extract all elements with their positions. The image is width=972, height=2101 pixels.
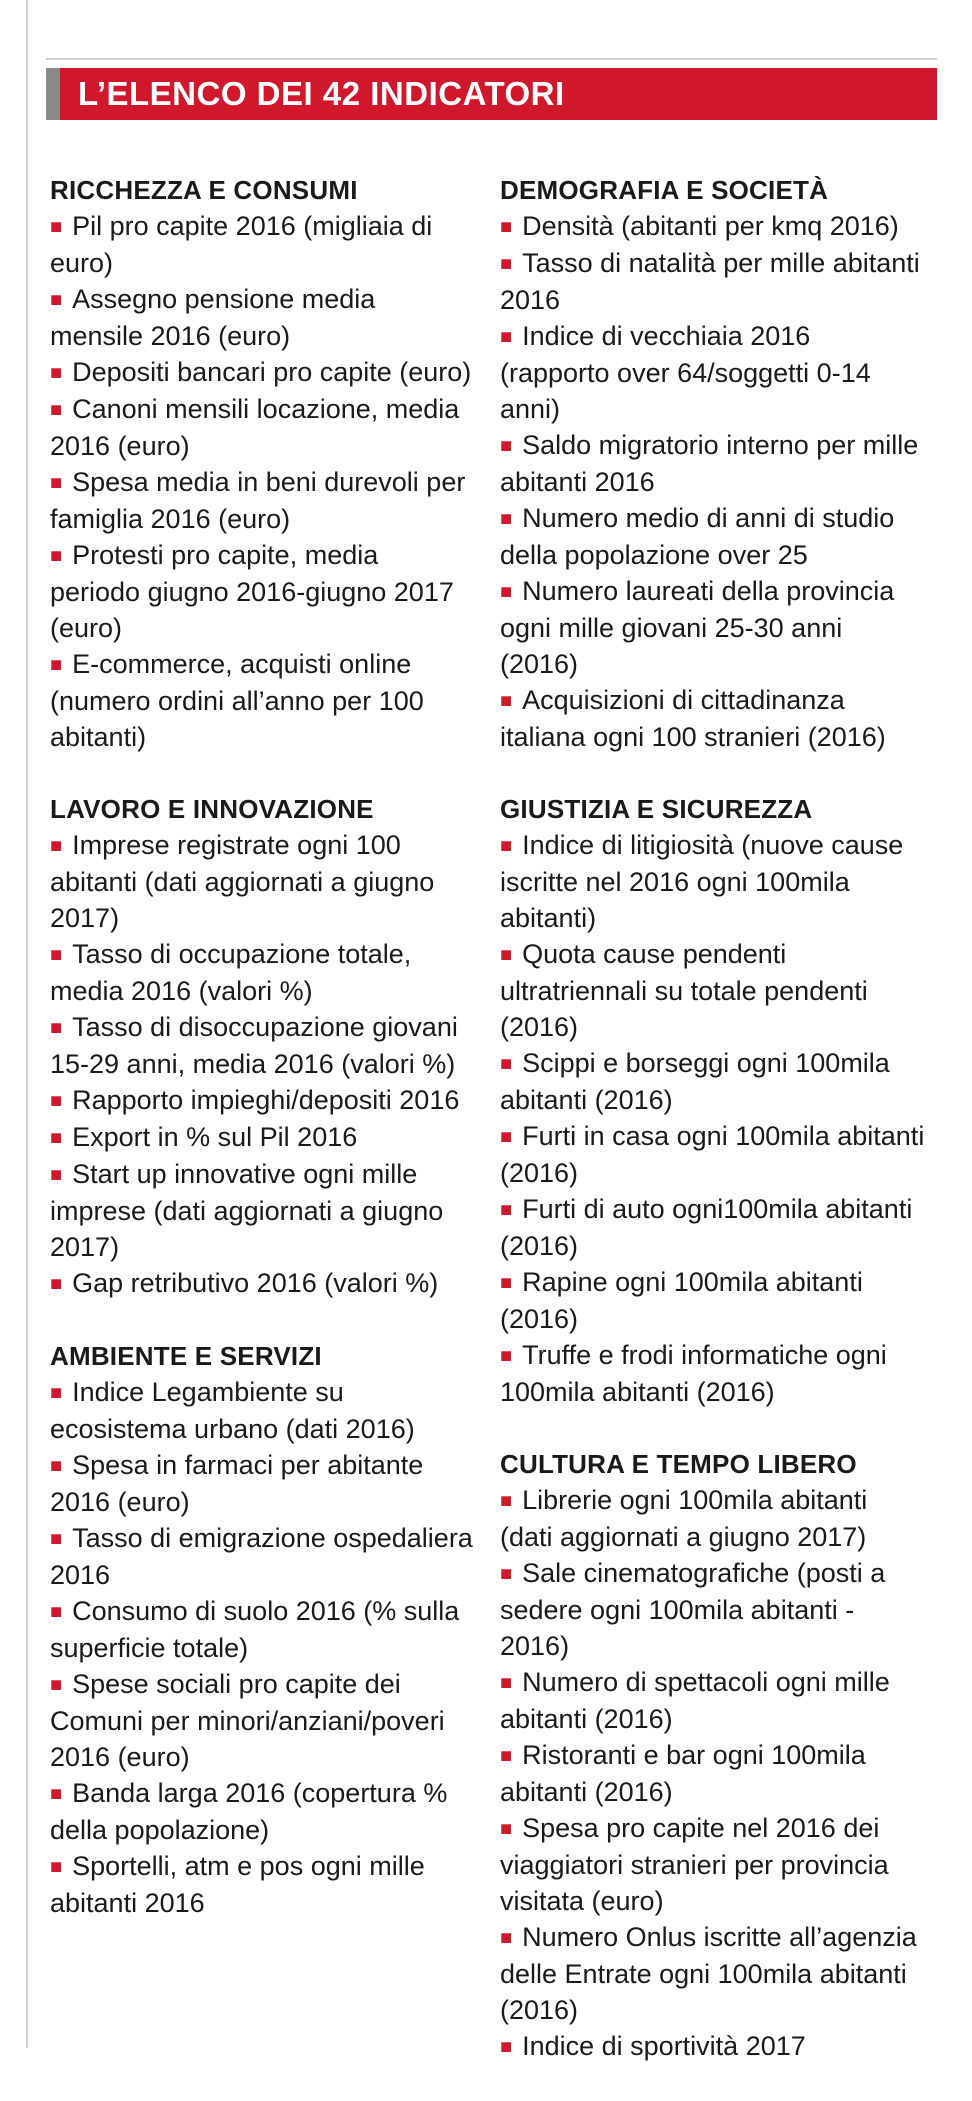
list-item <box>50 208 475 281</box>
list-item <box>500 2028 925 2065</box>
list-item <box>50 936 475 1009</box>
section-ambiente-servizi <box>50 1338 475 1921</box>
list-item <box>500 936 925 1045</box>
list-item <box>50 1374 475 1447</box>
item-text: Gap retributivo 2016 (valori %) <box>72 1268 439 1298</box>
item-text: Numero di spettacoli ogni mille abitanti (2016) <box>500 1667 890 1734</box>
list-item <box>50 1666 475 1775</box>
list-item <box>50 354 475 391</box>
item-text: Rapporto impieghi/depositi 2016 <box>72 1085 460 1115</box>
section-demografia-societa <box>500 172 925 755</box>
item-text: Sportelli, atm e pos ogni mille abitanti 2016 <box>50 1851 425 1918</box>
item-text: Truffe e frodi informatiche ogni 100mila abitanti (2016) <box>500 1340 887 1407</box>
list-item <box>500 1737 925 1810</box>
square-bullet-icon: ■ <box>50 944 63 966</box>
square-bullet-icon: ■ <box>500 326 513 348</box>
list-item <box>500 1337 925 1410</box>
item-text: Numero laureati della provincia ogni mille giovani 25-30 anni (2016) <box>500 576 895 679</box>
square-bullet-icon: ■ <box>50 289 63 311</box>
item-text: Start up innovative ogni mille imprese (dati aggiornati a giugno 2017) <box>50 1159 444 1262</box>
list-item <box>50 646 475 755</box>
section-cultura-tempo-libero <box>500 1446 925 2065</box>
square-bullet-icon: ■ <box>500 216 513 238</box>
section-title: AMBIENTE E SERVIZI <box>50 1341 322 1371</box>
section-title: RICCHEZZA E CONSUMI <box>50 175 358 205</box>
item-text: Spese sociali pro capite dei Comuni per minori/anziani/poveri 2016 (euro) <box>50 1669 445 1772</box>
square-bullet-icon: ■ <box>500 835 513 857</box>
item-text: Ristoranti e bar ogni 100mila abitanti (2016) <box>500 1740 866 1807</box>
square-bullet-icon: ■ <box>50 1273 63 1295</box>
list-item <box>500 208 925 245</box>
list-item <box>500 573 925 682</box>
left-margin-rule <box>26 0 28 2048</box>
square-bullet-icon: ■ <box>500 1126 513 1148</box>
section-title: LAVORO E INNOVAZIONE <box>50 794 374 824</box>
square-bullet-icon: ■ <box>500 1563 513 1585</box>
list-item <box>500 1555 925 1664</box>
square-bullet-icon: ■ <box>500 2036 513 2058</box>
item-text: Pil pro capite 2016 (migliaia di euro) <box>50 211 433 278</box>
square-bullet-icon: ■ <box>50 1127 63 1149</box>
list-item <box>50 464 475 537</box>
square-bullet-icon: ■ <box>500 1272 513 1294</box>
item-text: E-commerce, acquisti online (numero ordini all’anno per 100 abitanti) <box>50 649 424 752</box>
item-text: Furti in casa ogni 100mila abitanti (2016) <box>500 1121 925 1188</box>
list-item <box>500 1664 925 1737</box>
item-text: Sale cinematografiche (posti a sedere ogni 100mila abitanti - 2016) <box>500 1558 886 1661</box>
square-bullet-icon: ■ <box>50 216 63 238</box>
right-column <box>500 172 925 2101</box>
header-bar <box>46 68 937 120</box>
square-bullet-icon: ■ <box>500 1199 513 1221</box>
list-item <box>500 682 925 755</box>
square-bullet-icon: ■ <box>500 1053 513 1075</box>
item-text: Consumo di suolo 2016 (% sulla superficie totale) <box>50 1596 460 1663</box>
list-item <box>50 1593 475 1666</box>
list-item <box>500 318 925 427</box>
square-bullet-icon: ■ <box>500 1672 513 1694</box>
item-text: Banda larga 2016 (copertura % della popolazione) <box>50 1778 448 1845</box>
section-giustizia-sicurezza <box>500 791 925 1410</box>
square-bullet-icon: ■ <box>50 654 63 676</box>
square-bullet-icon: ■ <box>50 399 63 421</box>
square-bullet-icon: ■ <box>50 1164 63 1186</box>
list-item <box>50 537 475 646</box>
list-item <box>500 500 925 573</box>
square-bullet-icon: ■ <box>50 835 63 857</box>
item-text: Assegno pensione media mensile 2016 (euro) <box>50 284 376 351</box>
item-text: Depositi bancari pro capite (euro) <box>72 357 472 387</box>
list-item <box>50 391 475 464</box>
list-item <box>50 281 475 354</box>
list-item <box>500 245 925 318</box>
square-bullet-icon: ■ <box>500 508 513 530</box>
square-bullet-icon: ■ <box>50 545 63 567</box>
list-item <box>50 1119 475 1156</box>
list-item <box>500 1482 925 1555</box>
item-text: Quota cause pendenti ultratriennali su totale pendenti (2016) <box>500 939 868 1042</box>
item-text: Spesa media in beni durevoli per famiglia 2016 (euro) <box>50 467 466 534</box>
item-text: Indice di litigiosità (nuove cause iscritte nel 2016 ogni 100mila abitanti) <box>500 830 904 933</box>
square-bullet-icon: ■ <box>50 472 63 494</box>
item-text: Export in % sul Pil 2016 <box>72 1122 358 1152</box>
section-title: DEMOGRAFIA E SOCIETÀ <box>500 175 829 205</box>
page-title: L’ELENCO DEI 42 INDICATORI <box>78 75 565 112</box>
list-item <box>50 1520 475 1593</box>
square-bullet-icon: ■ <box>50 1601 63 1623</box>
square-bullet-icon: ■ <box>500 1927 513 1949</box>
list-item <box>50 1447 475 1520</box>
item-text: Numero medio di anni di studio della popolazione over 25 <box>500 503 895 570</box>
item-text: Indice di vecchiaia 2016 (rapporto over 64/soggetti 0-14 anni) <box>500 321 871 424</box>
item-text: Acquisizioni di cittadinanza italiana ogni 100 stranieri (2016) <box>500 685 886 752</box>
section-lavoro-innovazione <box>50 791 475 1302</box>
item-text: Numero Onlus iscritte all’agenzia delle Entrate ogni 100mila abitanti (2016) <box>500 1922 917 2025</box>
list-item <box>50 827 475 936</box>
item-text: Furti di auto ogni100mila abitanti (2016) <box>500 1194 913 1261</box>
section-title: GIUSTIZIA E SICUREZZA <box>500 794 813 824</box>
item-text: Imprese registrate ogni 100 abitanti (dati aggiornati a giugno 2017) <box>50 830 435 933</box>
square-bullet-icon: ■ <box>50 1017 63 1039</box>
list-item <box>500 1118 925 1191</box>
list-item <box>50 1082 475 1119</box>
item-text: Tasso di emigrazione ospedaliera 2016 <box>50 1523 473 1590</box>
square-bullet-icon: ■ <box>500 1345 513 1367</box>
square-bullet-icon: ■ <box>50 1674 63 1696</box>
list-item <box>500 1045 925 1118</box>
section-ricchezza-consumi <box>50 172 475 755</box>
header-accent-stripe <box>46 68 60 120</box>
item-text: Tasso di occupazione totale, media 2016 (valori %) <box>50 939 412 1006</box>
top-divider <box>46 58 937 60</box>
square-bullet-icon: ■ <box>500 253 513 275</box>
square-bullet-icon: ■ <box>50 1783 63 1805</box>
left-column <box>50 172 475 1957</box>
square-bullet-icon: ■ <box>500 581 513 603</box>
square-bullet-icon: ■ <box>50 1090 63 1112</box>
item-text: Rapine ogni 100mila abitanti (2016) <box>500 1267 863 1334</box>
square-bullet-icon: ■ <box>500 944 513 966</box>
square-bullet-icon: ■ <box>500 1745 513 1767</box>
square-bullet-icon: ■ <box>50 1528 63 1550</box>
list-item <box>500 827 925 936</box>
square-bullet-icon: ■ <box>50 362 63 384</box>
item-text: Tasso di disoccupazione giovani 15-29 anni, media 2016 (valori %) <box>50 1012 458 1079</box>
item-text: Indice Legambiente su ecosistema urbano (dati 2016) <box>50 1377 415 1444</box>
square-bullet-icon: ■ <box>50 1382 63 1404</box>
list-item <box>50 1775 475 1848</box>
item-text: Spesa in farmaci per abitante 2016 (euro) <box>50 1450 424 1517</box>
item-text: Scippi e borseggi ogni 100mila abitanti (2016) <box>500 1048 890 1115</box>
square-bullet-icon: ■ <box>500 435 513 457</box>
item-text: Spesa pro capite nel 2016 dei viaggiatori stranieri per provincia visitata (euro) <box>500 1813 889 1916</box>
item-text: Canoni mensili locazione, media 2016 (euro) <box>50 394 460 461</box>
list-item <box>50 1009 475 1082</box>
item-text: Librerie ogni 100mila abitanti (dati aggiornati a giugno 2017) <box>500 1485 868 1552</box>
item-text: Protesti pro capite, media periodo giugno 2016-giugno 2017 (euro) <box>50 540 454 643</box>
square-bullet-icon: ■ <box>500 690 513 712</box>
section-title: CULTURA E TEMPO LIBERO <box>500 1449 857 1479</box>
item-text: Tasso di natalità per mille abitanti 2016 <box>500 248 920 315</box>
square-bullet-icon: ■ <box>500 1818 513 1840</box>
list-item <box>50 1156 475 1265</box>
square-bullet-icon: ■ <box>500 1490 513 1512</box>
list-item <box>500 1191 925 1264</box>
item-text: Indice di sportività 2017 <box>522 2031 806 2061</box>
list-item <box>50 1265 475 1302</box>
list-item <box>50 1848 475 1921</box>
list-item <box>500 1919 925 2028</box>
list-item <box>500 427 925 500</box>
list-item <box>500 1264 925 1337</box>
item-text: Densità (abitanti per kmq 2016) <box>522 211 899 241</box>
square-bullet-icon: ■ <box>50 1455 63 1477</box>
item-text: Saldo migratorio interno per mille abitanti 2016 <box>500 430 919 497</box>
square-bullet-icon: ■ <box>50 1856 63 1878</box>
list-item <box>500 1810 925 1919</box>
